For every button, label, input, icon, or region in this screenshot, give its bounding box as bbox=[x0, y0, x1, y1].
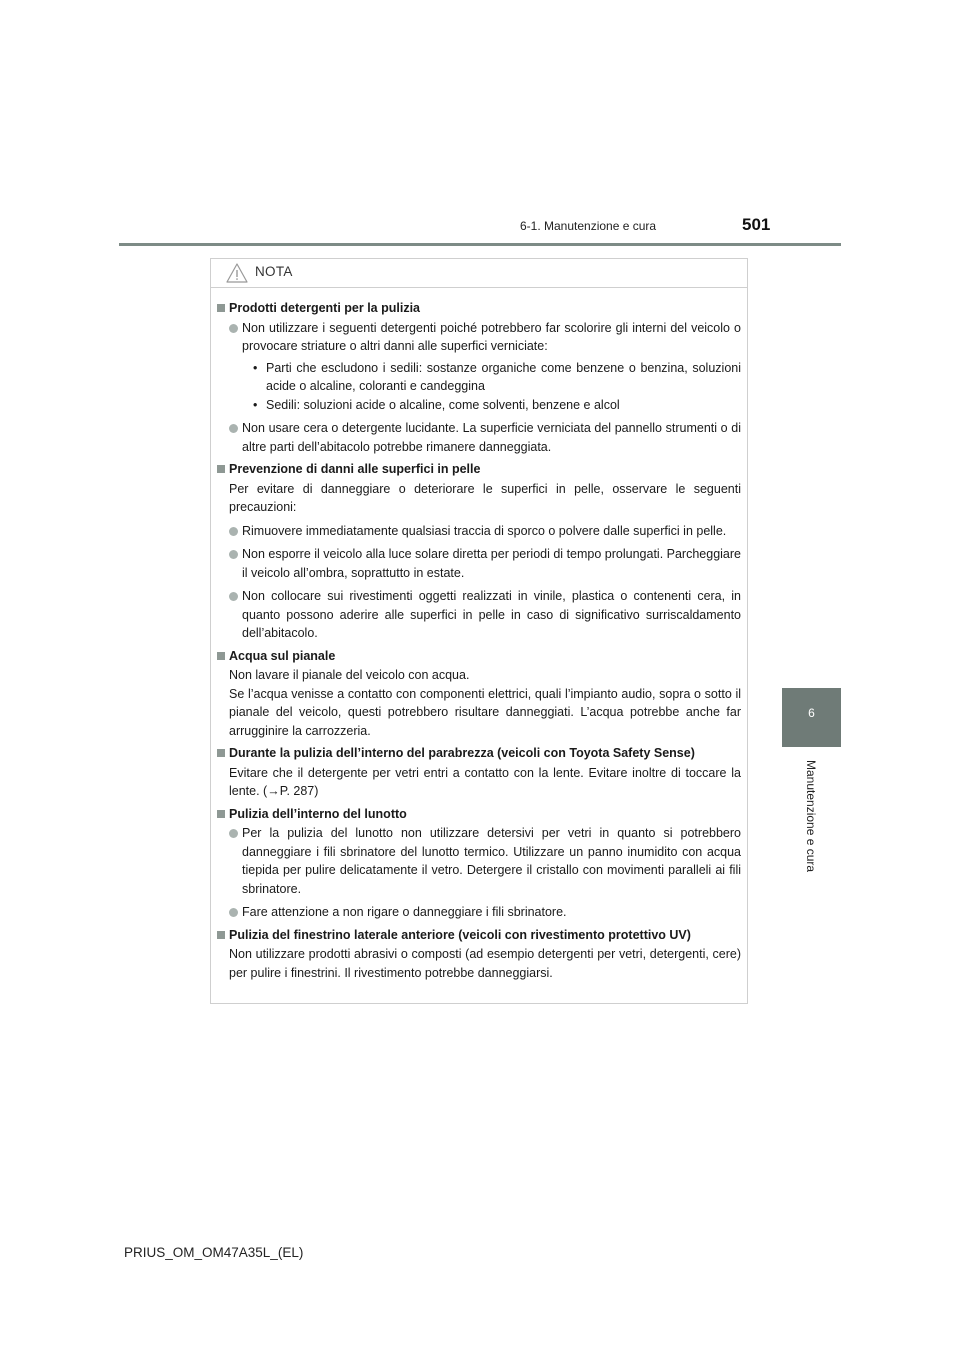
section-text: Per evitare di danneggiare o deteriorare le superfici in pelle, osservare le seguenti precauzioni: bbox=[229, 481, 741, 514]
sub-list-item: • Parti che escludono i sedili: sostanze organiche come benzene o benzina, soluzioni acide o alcaline, coloranti e candeggina bbox=[253, 360, 741, 393]
circle-bullet-icon bbox=[229, 908, 238, 917]
list-item-text: Non esporre il veicolo alla luce solare diretta per periodi di tempo prolungati. Parcheggiare il veicolo all’ombra, soprattutto in estate. bbox=[242, 547, 741, 580]
sub-list-item-text: Parti che escludono i sedili: sostanze organiche come benzene o benzina, soluzioni acide o alcaline, coloranti e candeggina bbox=[266, 360, 741, 393]
square-bullet-icon bbox=[217, 465, 225, 473]
list-item-text: Non usare cera o detergente lucidante. La superficie verniciata del pannello strumenti o di altre parti dell’abitacolo potrebbe rimanere danneggiata. bbox=[242, 421, 741, 454]
sub-list-item-text: Sedili: soluzioni acide o alcaline, come solventi, benzene e alcol bbox=[266, 397, 620, 412]
note-header bbox=[211, 259, 747, 288]
section-title: Durante la pulizia dell’interno del parabrezza (veicoli con Toyota Safety Sense) bbox=[229, 746, 695, 760]
list-item bbox=[229, 419, 741, 456]
section-text: Evitare che il detergente per vetri entri a contatto con la lente. Evitare inoltre di toccare la lente. (→P. 287) bbox=[229, 765, 741, 798]
section-windshield bbox=[216, 744, 741, 801]
chapter-label: Manutenzione e cura bbox=[804, 760, 818, 873]
section-title: Prodotti detergenti per la pulizia bbox=[229, 301, 420, 315]
section-text: Non utilizzare prodotti abrasivi o composti (ad esempio detergenti per vetri, detergenti, cere) per pulire i finestrini. Il rivestimento potrebbe danneggiarsi. bbox=[229, 947, 741, 980]
section-rear-window bbox=[216, 805, 741, 922]
chapter-tab bbox=[782, 688, 841, 747]
note-box bbox=[210, 258, 748, 1004]
list-item bbox=[229, 545, 741, 582]
section-cleaning-products bbox=[216, 299, 741, 456]
square-bullet-icon bbox=[217, 749, 225, 757]
section-title: Acqua sul pianale bbox=[229, 648, 336, 663]
circle-bullet-icon bbox=[229, 527, 238, 536]
circle-bullet-icon bbox=[229, 324, 238, 333]
list-item bbox=[229, 587, 741, 643]
list-item bbox=[229, 824, 741, 898]
list-item-text: Rimuovere immediatamente qualsiasi traccia di sporco o polvere dalle superfici in pelle. bbox=[242, 523, 727, 538]
page-number: 501 bbox=[742, 215, 771, 234]
section-front-side-window bbox=[216, 926, 741, 983]
circle-bullet-icon bbox=[229, 424, 238, 433]
chapter-number: 6 bbox=[808, 706, 815, 720]
circle-bullet-icon bbox=[229, 592, 238, 601]
list-item bbox=[229, 903, 741, 922]
circle-bullet-icon bbox=[229, 550, 238, 559]
section-title: Prevenzione di danni alle superfici in pelle bbox=[229, 462, 481, 476]
square-bullet-icon bbox=[217, 810, 225, 818]
warning-icon bbox=[225, 262, 249, 284]
section-title: Pulizia del finestrino laterale anteriore (veicoli con rivestimento protettivo UV) bbox=[229, 927, 691, 942]
section-water-floor bbox=[216, 647, 741, 741]
sub-list-item: • Sedili: soluzioni acide o alcaline, come solventi, benzene e alcol bbox=[253, 397, 620, 412]
section-leather-protection bbox=[216, 460, 741, 643]
sub-list bbox=[242, 359, 741, 415]
square-bullet-icon bbox=[217, 304, 225, 312]
header-section-title: 6-1. Manutenzione e cura bbox=[520, 219, 657, 233]
document-code: PRIUS_OM_OM47A35L_(EL) bbox=[124, 1245, 304, 1260]
section-text: Se l’acqua venisse a contatto con componenti elettrici, quali l’impianto audio, sopra o sotto il pianale del veicolo, questi potrebbero risultare danneggiati. L’acqua potrebbe anche far arrugginire la carrozzeria. bbox=[229, 686, 741, 738]
list-item-text: Fare attenzione a non rigare o danneggiare i fili sbrinatore. bbox=[242, 905, 567, 919]
square-bullet-icon bbox=[217, 652, 225, 660]
header-divider bbox=[119, 243, 841, 246]
section-title: Pulizia dell’interno del lunotto bbox=[229, 806, 407, 821]
section-text: Non lavare il pianale del veicolo con acqua. bbox=[229, 668, 470, 682]
note-title: NOTA bbox=[255, 264, 293, 279]
note-body bbox=[211, 288, 747, 982]
list-item-text: Non collocare sui rivestimenti oggetti realizzati in vinile, plastica o contenenti cera, in quanto possono aderire alle superfici in pelle in caso di significativo surriscaldamento dell’abitacolo. bbox=[242, 589, 741, 640]
list-item-text: Non utilizzare i seguenti detergenti poiché potrebbero far scolorire gli interni del veicolo o provocare striature o altri danni alle superfici verniciate: bbox=[242, 320, 741, 353]
circle-bullet-icon bbox=[229, 829, 238, 838]
list-item bbox=[229, 319, 741, 415]
list-item-text: Per la pulizia del lunotto non utilizzare detersivi per vetri in quanto si potrebbero danneggiare i fili sbrinatore del lunotto termico. Utilizzare un panno inumidito con acqua tiepida per pulire delicatamente il vetro. Detergere il cristallo con movimenti paralleli ai fili sbrinatore. bbox=[242, 826, 741, 896]
square-bullet-icon bbox=[217, 931, 225, 939]
list-item bbox=[229, 522, 741, 541]
